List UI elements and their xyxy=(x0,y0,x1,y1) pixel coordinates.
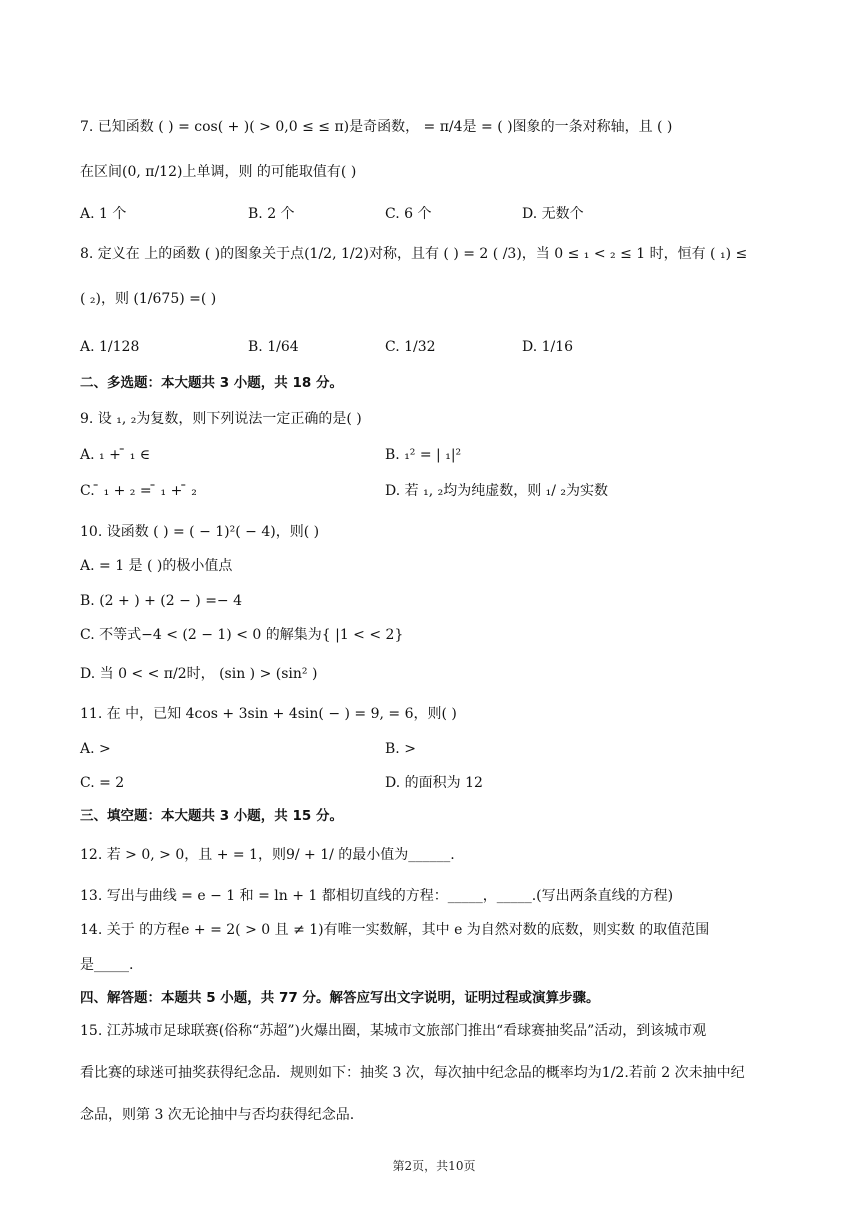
q13-text: 13. 写出与曲线 = e − 1 和 = ln + 1 都相切直线的方程：_____，_____.(写出两条直线的方程) xyxy=(80,888,674,904)
q7-line-1: 7. 已知函数 ( ) = cos( + )( > 0,0 ≤ ≤ π)是奇函数， = π/4是 = ( )图象的一条对称轴，且 ( ) xyxy=(80,119,673,135)
q9-option-d: D. 若 ₁, ₂均为纯虚数，则 ₁/ ₂为实数 xyxy=(385,483,609,499)
q8-option-a: A. 1/128 xyxy=(80,339,140,355)
q11-option-b: B. > xyxy=(385,741,416,757)
q10-option-a: A. = 1 是 ( )的极小值点 xyxy=(80,558,233,574)
q7-line-2: 在区间(0, π/12)上单调，则 的可能取值有( ) xyxy=(80,164,357,180)
q8-line-2: ( ₂)，则 (1/675) =( ) xyxy=(80,291,217,307)
q7-option-b: B. 2 个 xyxy=(248,206,295,222)
q10-option-c: C. 不等式−4 < (2 − 1) < 0 的解集为{ |1 < < 2} xyxy=(80,627,404,643)
q8-option-b: B. 1/64 xyxy=(248,339,299,355)
section-heading-fill-in: 三、填空题：本大题共 3 小题，共 15 分。 xyxy=(80,808,343,824)
q11-option-a: A. > xyxy=(80,741,111,757)
q8-line-1: 8. 定义在 上的函数 ( )的图象关于点(1/2, 1/2)对称，且有 ( ) = 2 ( /3)，当 0 ≤ ₁ < ₂ ≤ 1 时，恒有 ( ₁) ≤ xyxy=(80,246,748,262)
q9-stem: 9. 设 ₁, ₂为复数，则下列说法一定正确的是( ) xyxy=(80,411,362,427)
page-number-footer: 第2页，共10页 xyxy=(392,1159,476,1173)
q12-text: 12. 若 > 0, > 0，且 + = 1，则9/ + 1/ 的最小值为______. xyxy=(80,847,455,863)
q10-option-d: D. 当 0 < < π/2时， (sin ) > (sin² ) xyxy=(80,666,318,682)
q14-line-1: 14. 关于 的方程e + = 2( > 0 且 ≠ 1)有唯一实数解，其中 e 为自然对数的底数，则实数 的取值范围 xyxy=(80,922,710,938)
q9-option-a: A. ₁ + ̄ ₁ ∈ xyxy=(80,447,151,463)
q9-option-c: C. ̄ ₁ + ₂ = ̄ ₁ + ̄ ₂ xyxy=(80,483,197,499)
q7-option-c: C. 6 个 xyxy=(385,206,432,222)
q15-line-3: 念品，则第 3 次无论抽中与否均获得纪念品. xyxy=(80,1107,355,1123)
section-heading-solution: 四、解答题：本题共 5 小题，共 77 分。解答应写出文字说明，证明过程或演算步骤。 xyxy=(80,990,600,1006)
q10-stem: 10. 设函数 ( ) = ( − 1)²( − 4)，则( ) xyxy=(80,524,320,540)
q15-line-1: 15. 江苏城市足球联赛(俗称“苏超”)火爆出圈，某城市文旅部门推出“看球赛抽奖品”活动，到该城市观 xyxy=(80,1023,707,1039)
q7-option-a: A. 1 个 xyxy=(80,206,127,222)
q11-stem: 11. 在 中，已知 4cos + 3sin + 4sin( − ) = 9, = 6，则( ) xyxy=(80,706,457,722)
q8-option-c: C. 1/32 xyxy=(385,339,436,355)
q7-option-d: D. 无数个 xyxy=(522,206,584,222)
q11-option-d: D. 的面积为 12 xyxy=(385,775,483,791)
q9-option-b: B. ₁² = | ₁|² xyxy=(385,447,462,463)
q15-line-2: 看比赛的球迷可抽奖获得纪念品．规则如下：抽奖 3 次，每次抽中纪念品的概率均为1/2.若前 2 次未抽中纪 xyxy=(80,1065,745,1081)
q10-option-b: B. (2 + ) + (2 − ) =− 4 xyxy=(80,593,243,609)
q8-option-d: D. 1/16 xyxy=(522,339,574,355)
section-heading-multi-choice: 二、多选题：本大题共 3 小题，共 18 分。 xyxy=(80,375,343,391)
q11-option-c: C. = 2 xyxy=(80,775,125,791)
q14-line-2: 是_____. xyxy=(80,957,134,973)
